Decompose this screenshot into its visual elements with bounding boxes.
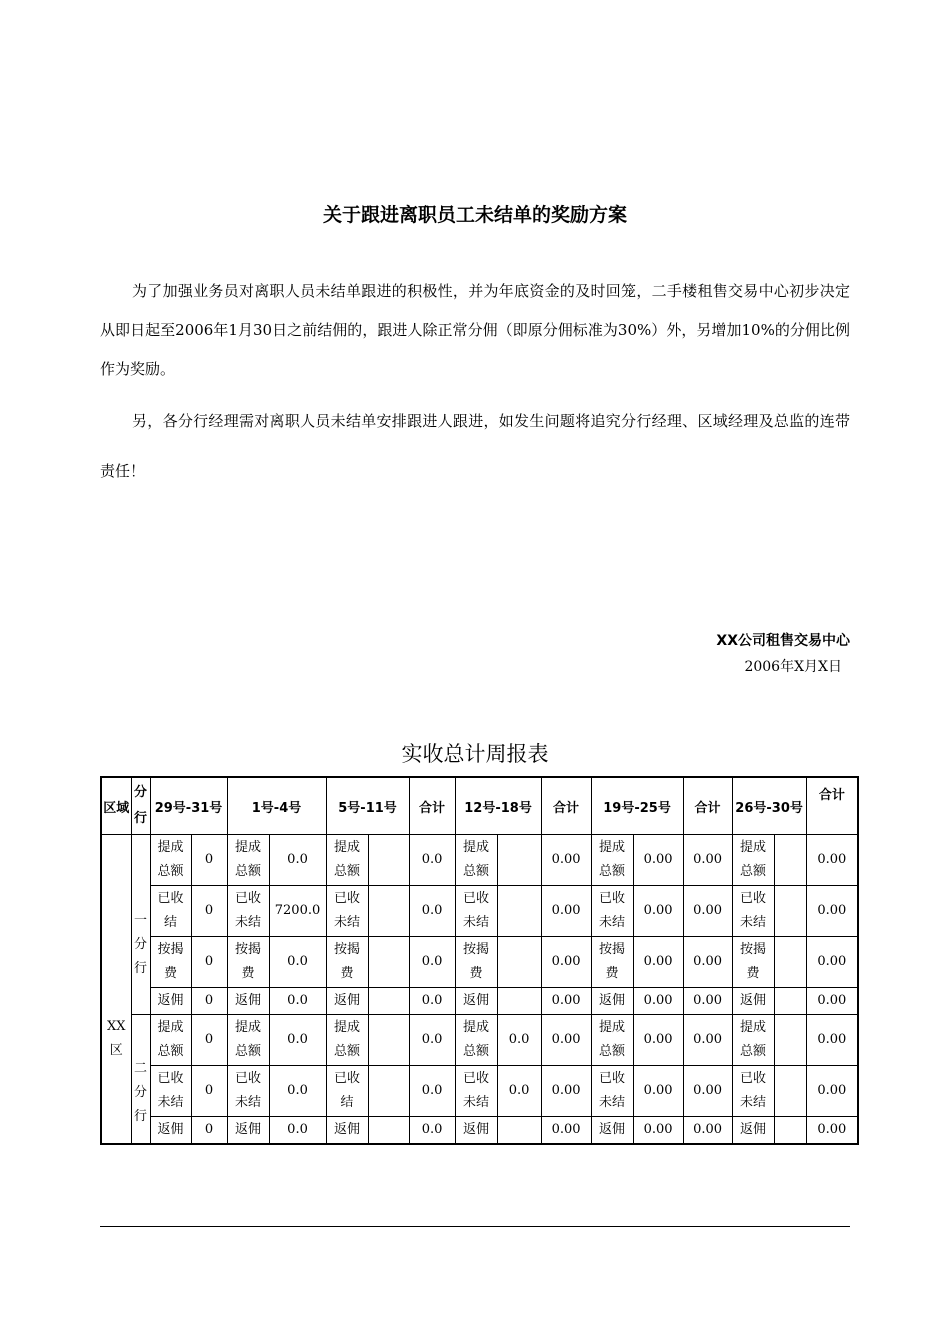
subtotal-cell: 0.00 [541, 937, 591, 988]
subtotal-cell: 0.00 [683, 988, 732, 1015]
value-cell: 0.0 [269, 1066, 326, 1117]
value-cell: 0.0 [269, 1015, 326, 1066]
value-cell: 0.00 [633, 886, 683, 937]
item-label: 已收结 [326, 1066, 368, 1117]
item-label: 返佣 [455, 1117, 497, 1145]
header-sum-1: 合计 [409, 777, 455, 835]
weekly-report-table [100, 776, 859, 1145]
item-label: 返佣 [591, 988, 633, 1015]
value-cell [497, 988, 541, 1015]
value-cell [368, 835, 409, 886]
total-cell: 0.00 [806, 1015, 858, 1066]
header-sum-3: 合计 [683, 777, 732, 835]
value-cell: 0 [191, 1117, 227, 1145]
subtotal-cell: 0.00 [683, 1066, 732, 1117]
value-cell: 0 [191, 886, 227, 937]
item-label: 按揭费 [455, 937, 497, 988]
value-cell [497, 937, 541, 988]
value-cell [774, 1117, 806, 1145]
item-label: 提成总额 [150, 1015, 191, 1066]
value-cell: 0 [191, 835, 227, 886]
item-label: 提成总额 [591, 1015, 633, 1066]
value-cell: 0.0 [269, 988, 326, 1015]
item-label: 提成总额 [326, 835, 368, 886]
value-cell: 0.0 [497, 1015, 541, 1066]
table-row [101, 886, 858, 937]
item-label: 返佣 [732, 1117, 774, 1145]
subtotal-cell: 0.00 [541, 1015, 591, 1066]
item-label: 返佣 [150, 988, 191, 1015]
item-label: 按揭费 [591, 937, 633, 988]
value-cell: 0.0 [269, 1117, 326, 1145]
item-label: 按揭费 [326, 937, 368, 988]
header-period-1: 29号-31号 [150, 777, 227, 835]
item-label: 已收未结 [732, 886, 774, 937]
signature-date: 2006年X月X日 [744, 659, 842, 675]
item-label: 返佣 [150, 1117, 191, 1145]
value-cell [368, 1066, 409, 1117]
value-cell: 0 [191, 937, 227, 988]
value-cell [774, 886, 806, 937]
subtotal-cell: 0.00 [683, 937, 732, 988]
subtotal-cell: 0.00 [541, 988, 591, 1015]
item-label: 按揭费 [150, 937, 191, 988]
branch-cell: 二分行 [131, 1015, 150, 1145]
value-cell: 0.0 [497, 1066, 541, 1117]
item-label: 提成总额 [227, 1015, 269, 1066]
item-label: 返佣 [732, 988, 774, 1015]
value-cell [368, 937, 409, 988]
value-cell [497, 1117, 541, 1145]
item-label: 提成总额 [732, 1015, 774, 1066]
item-label: 提成总额 [591, 835, 633, 886]
subtotal-cell: 0.0 [409, 886, 455, 937]
value-cell: 7200.0 [269, 886, 326, 937]
value-cell: 0 [191, 1066, 227, 1117]
value-cell [774, 988, 806, 1015]
subtotal-cell: 0.00 [541, 1117, 591, 1145]
total-cell: 0.00 [806, 1117, 858, 1145]
item-label: 返佣 [455, 988, 497, 1015]
subtotal-cell: 0.00 [683, 835, 732, 886]
header-period-5: 19号-25号 [591, 777, 683, 835]
item-label: 返佣 [591, 1117, 633, 1145]
subtotal-cell: 0.00 [541, 886, 591, 937]
item-label: 提成总额 [326, 1015, 368, 1066]
value-cell: 0.00 [633, 1066, 683, 1117]
subtotal-cell: 0.00 [683, 886, 732, 937]
item-label: 返佣 [326, 1117, 368, 1145]
subtotal-cell: 0.0 [409, 835, 455, 886]
subtotal-cell: 0.00 [541, 835, 591, 886]
value-cell: 0.00 [633, 835, 683, 886]
header-sum-4: 合计 [806, 777, 858, 835]
item-label: 已收未结 [455, 886, 497, 937]
subtotal-cell: 0.0 [409, 1117, 455, 1145]
table-row [101, 1066, 858, 1117]
item-label: 返佣 [326, 988, 368, 1015]
header-branch: 分行 [131, 777, 150, 835]
subtotal-cell: 0.0 [409, 1015, 455, 1066]
item-label: 返佣 [227, 988, 269, 1015]
value-cell [774, 1015, 806, 1066]
header-sum-2: 合计 [541, 777, 591, 835]
item-label: 按揭费 [732, 937, 774, 988]
region-cell: XX区 [101, 835, 131, 1145]
document-title: 关于跟进离职员工未结单的奖励方案 [322, 204, 627, 226]
value-cell [497, 835, 541, 886]
item-label: 返佣 [227, 1117, 269, 1145]
signature-organization: XX公司租售交易中心 [716, 633, 850, 649]
item-label: 提成总额 [227, 835, 269, 886]
value-cell: 0.00 [633, 1015, 683, 1066]
value-cell [497, 886, 541, 937]
header-period-4: 12号-18号 [455, 777, 541, 835]
total-cell: 0.00 [806, 937, 858, 988]
value-cell: 0.0 [269, 835, 326, 886]
item-label: 已收未结 [455, 1066, 497, 1117]
item-label: 提成总额 [150, 835, 191, 886]
value-cell: 0 [191, 988, 227, 1015]
paragraph-2: 另，各分行经理需对离职人员未结单安排跟进人跟进，如发生问题将追究分行经理、区域经理及总监的连带责任！ [100, 412, 850, 480]
value-cell [774, 937, 806, 988]
value-cell [368, 988, 409, 1015]
subtotal-cell: 0.0 [409, 937, 455, 988]
total-cell: 0.00 [806, 835, 858, 886]
report-title: 实收总计周报表 [401, 742, 549, 766]
value-cell [774, 835, 806, 886]
item-label: 提成总额 [455, 835, 497, 886]
table-row [101, 988, 858, 1015]
paragraph-1: 为了加强业务员对离职人员未结单跟进的积极性，并为年底资金的及时回笼，二手楼租售交易中心初步决定从即日起至2006年1月30日之前结佣的，跟进人除正常分佣（即原分佣标准为30%）外，另增加10%的分佣比例作为奖励。 [100, 282, 850, 378]
item-label: 已收未结 [227, 886, 269, 937]
header-period-6: 26号-30号 [732, 777, 806, 835]
subtotal-cell: 0.00 [683, 1015, 732, 1066]
table-row [101, 1117, 858, 1145]
value-cell: 0.00 [633, 988, 683, 1015]
header-row [101, 777, 858, 835]
subtotal-cell: 0.00 [541, 1066, 591, 1117]
value-cell: 0.00 [633, 1117, 683, 1145]
total-cell: 0.00 [806, 1066, 858, 1117]
branch-cell: 一分行 [131, 835, 150, 1015]
value-cell: 0.00 [633, 937, 683, 988]
value-cell [368, 1117, 409, 1145]
value-cell [368, 886, 409, 937]
header-region: 区域 [101, 777, 131, 835]
item-label: 已收未结 [326, 886, 368, 937]
value-cell [368, 1015, 409, 1066]
table-row [101, 1015, 858, 1066]
item-label: 已收结 [150, 886, 191, 937]
total-cell: 0.00 [806, 886, 858, 937]
footer-divider [100, 1226, 850, 1227]
item-label: 已收未结 [732, 1066, 774, 1117]
item-label: 提成总额 [732, 835, 774, 886]
header-period-3: 5号-11号 [326, 777, 409, 835]
item-label: 已收未结 [591, 1066, 633, 1117]
header-period-2: 1号-4号 [227, 777, 326, 835]
item-label: 按揭费 [227, 937, 269, 988]
total-cell: 0.00 [806, 988, 858, 1015]
item-label: 已收未结 [591, 886, 633, 937]
subtotal-cell: 0.00 [683, 1117, 732, 1145]
value-cell: 0 [191, 1015, 227, 1066]
value-cell [774, 1066, 806, 1117]
item-label: 提成总额 [455, 1015, 497, 1066]
item-label: 已收未结 [150, 1066, 191, 1117]
subtotal-cell: 0.0 [409, 1066, 455, 1117]
value-cell: 0.0 [269, 937, 326, 988]
table-row [101, 937, 858, 988]
item-label: 已收未结 [227, 1066, 269, 1117]
subtotal-cell: 0.0 [409, 988, 455, 1015]
table-row [101, 835, 858, 886]
